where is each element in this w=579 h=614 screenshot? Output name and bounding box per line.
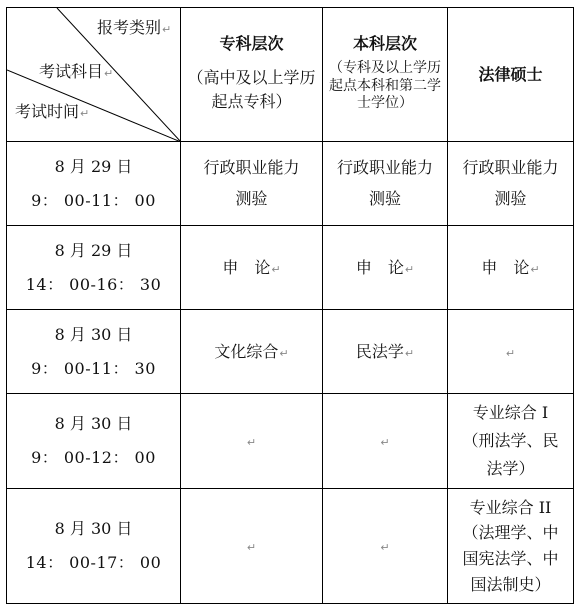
exam-date: 8 月 30 日 [54, 324, 133, 344]
exam-schedule-table [6, 7, 574, 604]
subject-cell: 民法学↵ [323, 310, 448, 394]
column-title: 本科层次 [352, 34, 417, 54]
time-cell [7, 226, 181, 310]
time-label: 考试时间↵ [15, 102, 90, 121]
subject-cell: ↵ [323, 489, 448, 604]
exam-date: 8 月 30 日 [54, 414, 133, 433]
schedule-row [7, 142, 574, 226]
diagonal-header-cell [7, 8, 181, 142]
category-label: 报考类别↵ [97, 18, 172, 37]
time-cell [7, 142, 181, 226]
exam-date: 8 月 29 日 [54, 240, 133, 260]
column-header-falv [448, 8, 574, 142]
exam-time: 14： 00-16： 30 [25, 274, 162, 294]
exam-time: 14： 00-17： 00 [25, 553, 162, 572]
schedule-row [7, 394, 574, 489]
schedule-row [7, 310, 574, 394]
subject-cell: 行政职业能力测验 [323, 142, 448, 226]
column-title: 法律硕士 [478, 64, 543, 84]
time-cell [7, 394, 181, 489]
subject-cell: 申 论↵ [448, 226, 574, 310]
column-note: （高中及以上学历起点专科） [187, 68, 316, 111]
subject-cell: 文化综合↵ [181, 310, 323, 394]
exam-time: 9： 00-11： 30 [31, 358, 156, 378]
exam-time: 9： 00-11： 00 [31, 190, 156, 210]
time-cell [7, 310, 181, 394]
column-header-benke [323, 8, 448, 142]
time-cell [7, 489, 181, 604]
subject-cell: ↵ [181, 489, 323, 604]
column-header-zhuanke [181, 8, 323, 142]
exam-date: 8 月 29 日 [54, 156, 133, 176]
exam-date: 8 月 30 日 [54, 519, 133, 538]
subject-cell: 申 论↵ [323, 226, 448, 310]
subject-cell: 行政职业能力测验 [181, 142, 323, 226]
subject-cell: 专业综合 I（刑法学、民法学） [448, 394, 574, 489]
exam-time: 9： 00-12： 00 [31, 448, 156, 467]
subject-cell: ↵ [448, 310, 574, 394]
subject-label: 考试科目↵ [39, 62, 114, 81]
schedule-row [7, 489, 574, 604]
subject-cell: 专业综合 II（法理学、中国宪法学、中国法制史） [448, 489, 574, 604]
column-title: 专科层次 [219, 34, 284, 54]
header-row [7, 8, 574, 142]
subject-cell: ↵ [181, 394, 323, 489]
schedule-row [7, 226, 574, 310]
column-note: （专科及以上学历起点本科和第二学士学位） [329, 60, 441, 112]
subject-cell: ↵ [323, 394, 448, 489]
subject-cell: 申 论↵ [181, 226, 323, 310]
subject-cell: 行政职业能力测验 [448, 142, 574, 226]
